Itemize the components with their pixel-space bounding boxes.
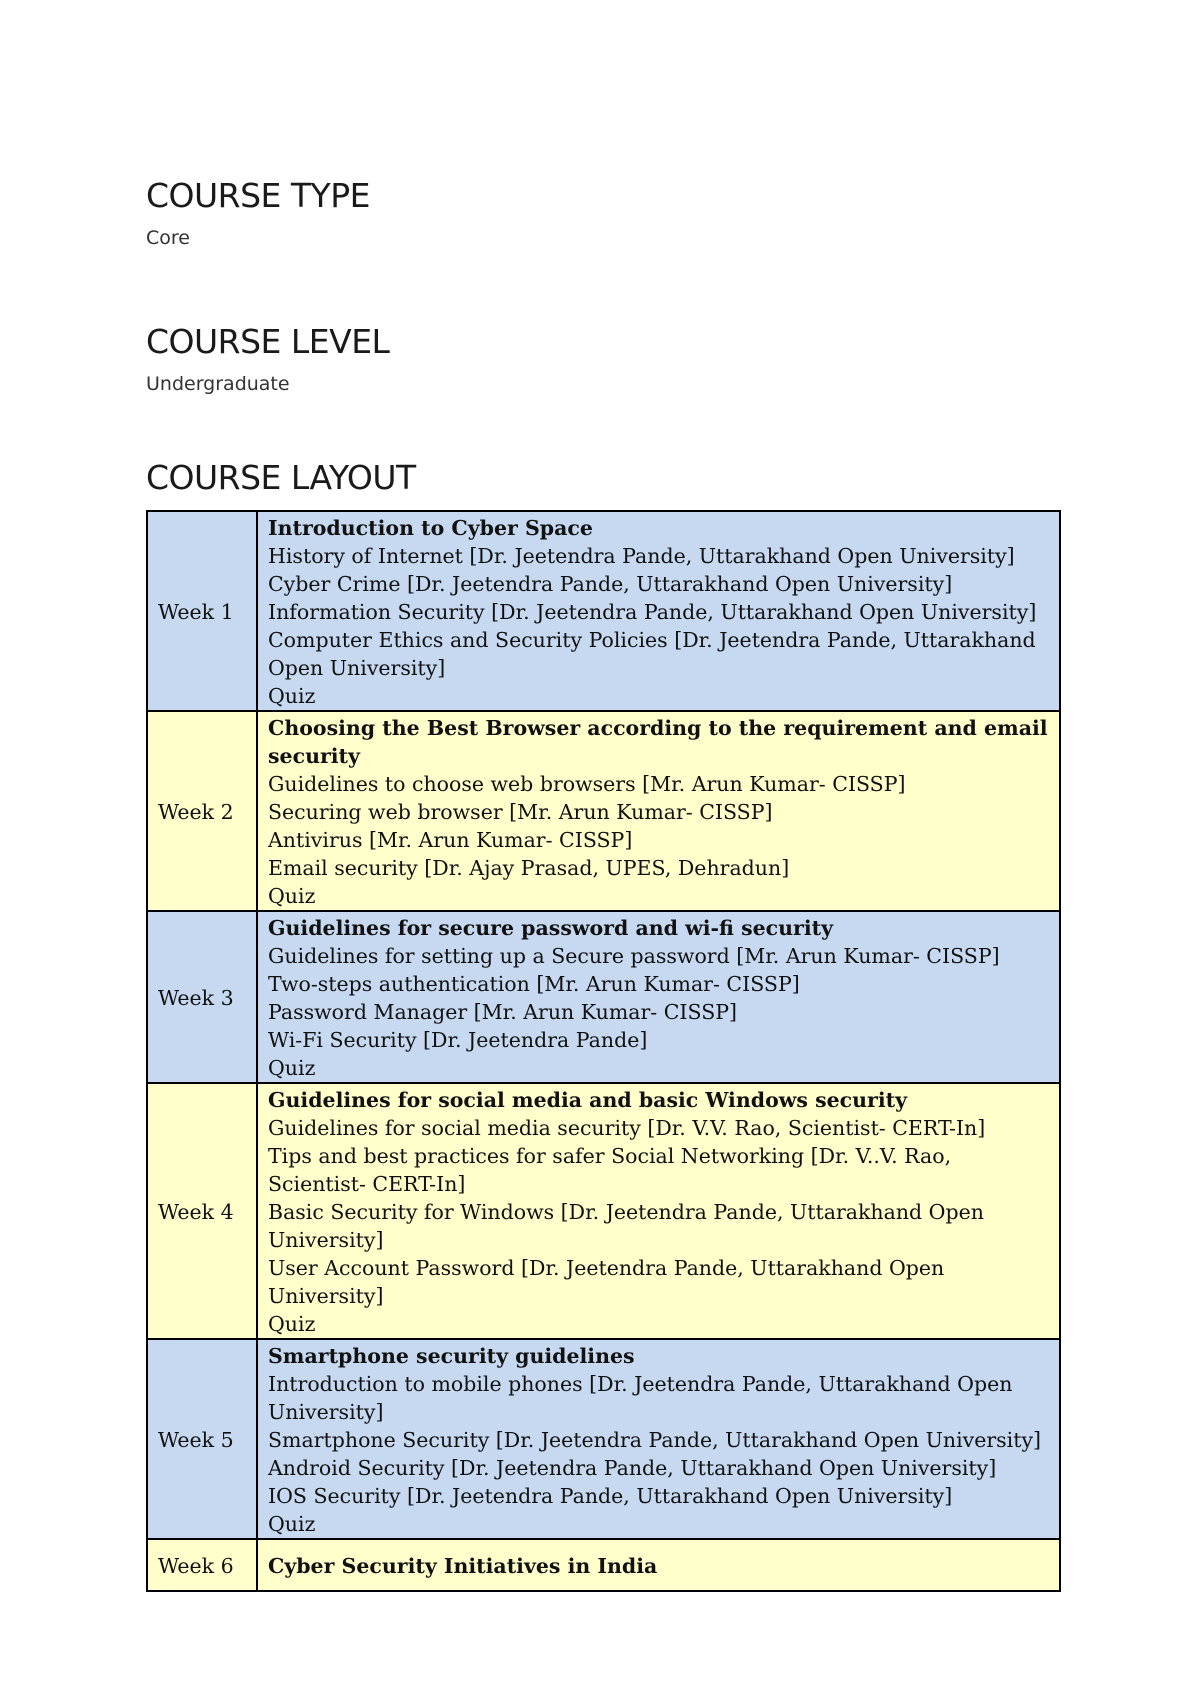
lecture-topic: Basic Security for Windows [Dr. Jeetendra Pande, Uttarakhand Open University] — [268, 1200, 984, 1252]
quiz-item: Quiz — [268, 1512, 316, 1536]
quiz-item: Quiz — [268, 1312, 316, 1336]
week-label: Week 1 — [147, 511, 257, 711]
lecture-topic: Information Security [Dr. Jeetendra Pande, Uttarakhand Open University] — [268, 600, 1037, 624]
lecture-topic: Cyber Crime [Dr. Jeetendra Pande, Uttarakhand Open University] — [268, 572, 953, 596]
lecture-topic: History of Internet [Dr. Jeetendra Pande, Uttarakhand Open University] — [268, 544, 1015, 568]
lecture-topic: Two-steps authentication [Mr. Arun Kumar- CISSP] — [268, 972, 800, 996]
lecture-topic: Introduction to mobile phones [Dr. Jeetendra Pande, Uttarakhand Open University] — [268, 1372, 1013, 1424]
course-type-heading: COURSE TYPE — [146, 176, 370, 215]
week-label: Week 2 — [147, 711, 257, 911]
week-content — [257, 711, 1060, 911]
lecture-topic: Guidelines for setting up a Secure password [Mr. Arun Kumar- CISSP] — [268, 944, 1000, 968]
quiz-item: Quiz — [268, 884, 316, 908]
week-label: Week 4 — [147, 1083, 257, 1339]
lecture-topic: Antivirus [Mr. Arun Kumar- CISSP] — [268, 828, 633, 852]
table-row — [147, 511, 1060, 711]
table-row — [147, 1339, 1060, 1539]
table-row — [147, 911, 1060, 1083]
module-title: Guidelines for social media and basic Windows security — [268, 1088, 908, 1112]
course-level-heading: COURSE LEVEL — [146, 322, 390, 361]
lecture-topic: Smartphone Security [Dr. Jeetendra Pande, Uttarakhand Open University] — [268, 1428, 1042, 1452]
module-title: Introduction to Cyber Space — [268, 516, 593, 540]
document-page — [146, 176, 1061, 1592]
module-title: Choosing the Best Browser according to the requirement and email security — [268, 716, 1048, 768]
quiz-item: Quiz — [268, 1056, 316, 1080]
week-label: Week 3 — [147, 911, 257, 1083]
week-content — [257, 911, 1060, 1083]
week-content — [257, 1539, 1060, 1591]
course-level-value: Undergraduate — [146, 373, 290, 395]
lecture-topic: Password Manager [Mr. Arun Kumar- CISSP] — [268, 1000, 738, 1024]
course-type-value: Core — [146, 227, 190, 249]
module-title: Guidelines for secure password and wi-fi security — [268, 916, 834, 940]
module-title: Smartphone security guidelines — [268, 1344, 635, 1368]
table-row — [147, 1539, 1060, 1591]
week-label: Week 5 — [147, 1339, 257, 1539]
quiz-item: Quiz — [268, 684, 316, 708]
lecture-topic: Computer Ethics and Security Policies [Dr. Jeetendra Pande, Uttarakhand Open University] — [268, 628, 1036, 680]
week-label: Week 6 — [147, 1539, 257, 1591]
module-title: Cyber Security Initiatives in India — [268, 1554, 658, 1578]
lecture-topic: Email security [Dr. Ajay Prasad, UPES, Dehradun] — [268, 856, 790, 880]
lecture-topic: Tips and best practices for safer Social Networking [Dr. V..V. Rao, Scientist- CERT-In] — [268, 1144, 952, 1196]
week-content — [257, 1083, 1060, 1339]
course-layout-heading: COURSE LAYOUT — [146, 458, 416, 497]
lecture-topic: Guidelines for social media security [Dr. V.V. Rao, Scientist- CERT-In] — [268, 1116, 986, 1140]
lecture-topic: Securing web browser [Mr. Arun Kumar- CISSP] — [268, 800, 773, 824]
lecture-topic: User Account Password [Dr. Jeetendra Pande, Uttarakhand Open University] — [268, 1256, 945, 1308]
week-content — [257, 1339, 1060, 1539]
lecture-topic: Guidelines to choose web browsers [Mr. Arun Kumar- CISSP] — [268, 772, 906, 796]
table-row — [147, 1083, 1060, 1339]
week-content — [257, 511, 1060, 711]
lecture-topic: IOS Security [Dr. Jeetendra Pande, Uttarakhand Open University] — [268, 1484, 953, 1508]
course-layout-table-body — [147, 511, 1060, 1591]
table-row — [147, 711, 1060, 911]
lecture-topic: Wi-Fi Security [Dr. Jeetendra Pande] — [268, 1028, 648, 1052]
course-layout-table — [146, 510, 1061, 1592]
lecture-topic: Android Security [Dr. Jeetendra Pande, Uttarakhand Open University] — [268, 1456, 997, 1480]
